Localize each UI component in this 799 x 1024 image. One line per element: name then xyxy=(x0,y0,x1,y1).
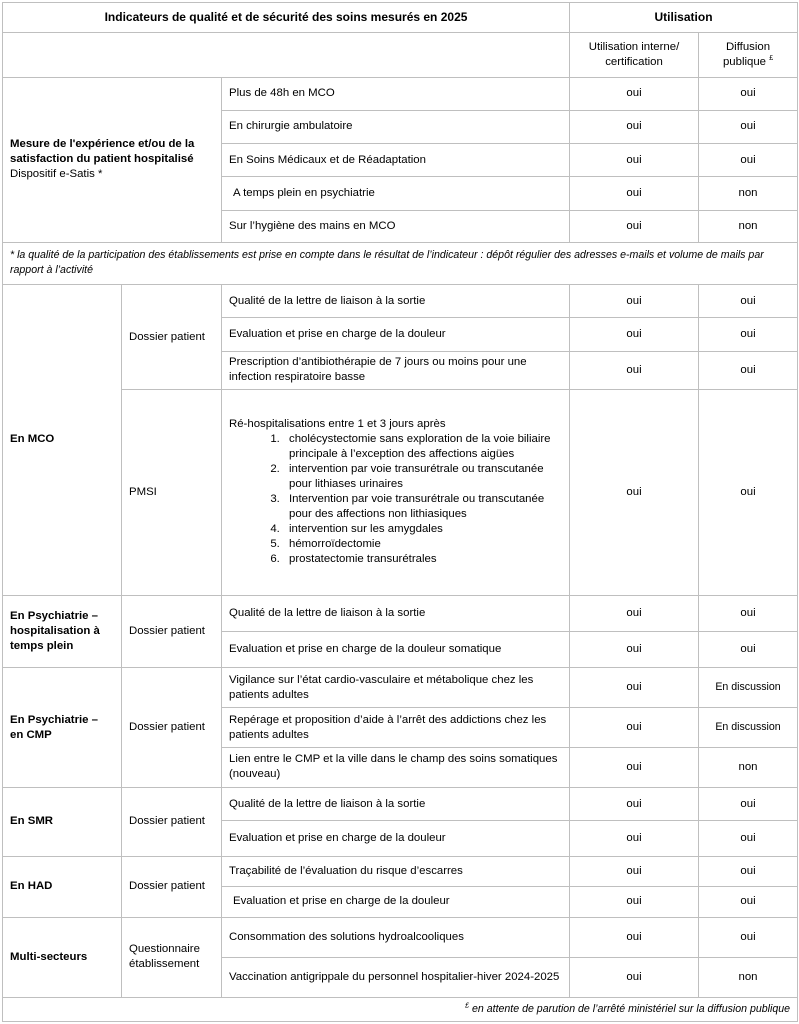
internal-use-cell: oui xyxy=(570,210,699,242)
pmsi-procedure-list xyxy=(229,432,562,567)
public-diffusion-cell: En discussion xyxy=(699,708,798,747)
indicator-cell: Evaluation et prise en charge de la douleur xyxy=(222,886,570,917)
source-pmsi: PMSI xyxy=(122,389,222,595)
indicator-cell: Evaluation et prise en charge de la douleur xyxy=(222,821,570,856)
quality-indicators-table xyxy=(2,2,798,1022)
list-item: 2. intervention par voie transurétrale ou transcutanée pour lithiases urinaires xyxy=(283,462,562,492)
table-title: Indicateurs de qualité et de sécurité des soins mesurés en 2025 xyxy=(3,3,570,33)
internal-use-cell: oui xyxy=(570,631,699,667)
internal-use-cell: oui xyxy=(570,285,699,318)
public-diffusion-cell: oui xyxy=(699,631,798,667)
internal-use-cell: oui xyxy=(570,886,699,917)
table-row xyxy=(3,668,798,708)
internal-use-cell: oui xyxy=(570,788,699,821)
sector-multi: Multi-secteurs xyxy=(3,918,122,998)
public-diffusion-cell: oui xyxy=(699,595,798,631)
source-dossier-patient: Dossier patient xyxy=(122,856,222,917)
indicator-cell: En chirurgie ambulatoire xyxy=(222,110,570,143)
indicator-cell: Prescription d’antibiothérapie de 7 jours ou moins pour une infection respiratoire basse xyxy=(222,351,570,389)
public-diffusion-cell: non xyxy=(699,747,798,787)
indicator-cell: Evaluation et prise en charge de la douleur xyxy=(222,318,570,351)
public-diffusion-cell: En discussion xyxy=(699,668,798,708)
public-diffusion-label: Diffusion publique xyxy=(722,40,771,68)
public-diffusion-cell: non xyxy=(699,958,798,997)
public-diffusion-header xyxy=(699,33,798,77)
internal-use-cell: oui xyxy=(570,958,699,997)
public-diffusion-cell: oui xyxy=(699,110,798,143)
usage-header: Utilisation xyxy=(570,3,798,33)
pmsi-indicator-cell xyxy=(222,389,570,595)
empty-header-cell xyxy=(3,33,570,77)
table-row xyxy=(3,595,798,631)
table-row xyxy=(3,389,798,595)
table-row xyxy=(3,788,798,821)
indicator-cell: Consommation des solutions hydroalcooliques xyxy=(222,918,570,958)
indicator-cell: Qualité de la lettre de liaison à la sortie xyxy=(222,285,570,318)
internal-use-cell: oui xyxy=(570,77,699,110)
indicator-cell: A temps plein en psychiatrie xyxy=(222,177,570,210)
indicator-cell: Repérage et proposition d’aide à l’arrêt des addictions chez les patients adultes xyxy=(222,708,570,747)
public-diffusion-cell: oui xyxy=(699,886,798,917)
indicator-cell: En Soins Médicaux et de Réadaptation xyxy=(222,144,570,177)
public-diffusion-cell: oui xyxy=(699,77,798,110)
indicator-cell: Vigilance sur l’état cardio-vasculaire et métabolique chez les patients adultes xyxy=(222,668,570,708)
indicator-cell: Qualité de la lettre de liaison à la sortie xyxy=(222,595,570,631)
indicator-cell: Qualité de la lettre de liaison à la sortie xyxy=(222,788,570,821)
esatis-note: * la qualité de la participation des établissements est prise en compte dans le résultat de l’indicateur : dépôt régulier des adresses e-mails et volume de mails par rapport à l’activité xyxy=(3,242,798,284)
public-diffusion-cell: oui xyxy=(699,389,798,595)
pound-footnote-mark: £ xyxy=(465,1002,470,1010)
internal-use-cell: oui xyxy=(570,144,699,177)
internal-use-cell: oui xyxy=(570,110,699,143)
indicator-cell: Sur l’hygiène des mains en MCO xyxy=(222,210,570,242)
indicator-cell: Vaccination antigrippale du personnel hospitalier-hiver 2024-2025 xyxy=(222,958,570,997)
indicator-cell: Plus de 48h en MCO xyxy=(222,77,570,110)
footnote-text: en attente de parution de l’arrêté ministériel sur la diffusion publique xyxy=(472,1002,791,1015)
internal-use-cell: oui xyxy=(570,318,699,351)
list-item: 1. cholécystectomie sans exploration de la voie biliaire principale à l’exception des affections aigües xyxy=(283,432,562,462)
table-row xyxy=(3,285,798,318)
sector-psychiatry-cmp: En Psychiatrie – en CMP xyxy=(3,668,122,788)
footnote-row xyxy=(3,997,798,1021)
internal-use-cell: oui xyxy=(570,177,699,210)
public-diffusion-cell: oui xyxy=(699,821,798,856)
indicator-cell: Traçabilité de l’évaluation du risque d’escarres xyxy=(222,856,570,886)
public-diffusion-cell: oui xyxy=(699,918,798,958)
table-row xyxy=(3,77,798,110)
source-questionnaire: Questionnaire établissement xyxy=(122,918,222,998)
internal-use-cell: oui xyxy=(570,668,699,708)
public-diffusion-cell: oui xyxy=(699,285,798,318)
table-row xyxy=(3,918,798,958)
source-dossier-patient: Dossier patient xyxy=(122,668,222,788)
indicator-cell: Lien entre le CMP et la ville dans le champ des soins somatiques (nouveau) xyxy=(222,747,570,787)
indicator-cell: Evaluation et prise en charge de la douleur somatique xyxy=(222,631,570,667)
internal-use-cell: oui xyxy=(570,856,699,886)
public-diffusion-cell: oui xyxy=(699,788,798,821)
list-item: 4. intervention sur les amygdales xyxy=(283,522,562,537)
esatis-note-row xyxy=(3,242,798,284)
public-diffusion-cell: oui xyxy=(699,144,798,177)
source-dossier-patient: Dossier patient xyxy=(122,595,222,668)
internal-use-cell: oui xyxy=(570,595,699,631)
column-header-row xyxy=(3,33,798,77)
internal-use-cell: oui xyxy=(570,821,699,856)
list-item: 3. Intervention par voie transurétrale ou transcutanée pour des affections non lithiasiques xyxy=(283,492,562,522)
esatis-subtitle: Dispositif e-Satis * xyxy=(10,168,103,181)
source-dossier-patient: Dossier patient xyxy=(122,788,222,857)
satisfaction-group-label xyxy=(3,77,222,242)
internal-use-cell: oui xyxy=(570,389,699,595)
internal-use-cell: oui xyxy=(570,918,699,958)
public-diffusion-cell: oui xyxy=(699,318,798,351)
internal-use-cell: oui xyxy=(570,351,699,389)
public-diffusion-cell: non xyxy=(699,177,798,210)
footnote xyxy=(3,997,798,1021)
internal-use-cell: oui xyxy=(570,708,699,747)
sector-mco: En MCO xyxy=(3,285,122,595)
internal-use-header: Utilisation interne/ certification xyxy=(570,33,699,77)
sector-had: En HAD xyxy=(3,856,122,917)
satisfaction-title: Mesure de l'expérience et/ou de la satisfaction du patient hospitalisé xyxy=(10,138,195,166)
list-item: 5. hémorroïdectomie xyxy=(283,537,562,552)
table-header-row xyxy=(3,3,798,33)
source-dossier-patient: Dossier patient xyxy=(122,285,222,390)
table-row xyxy=(3,856,798,886)
sector-psychiatry-full-time: En Psychiatrie – hospitalisation à temps plein xyxy=(3,595,122,668)
pmsi-intro: Ré-hospitalisations entre 1 et 3 jours après xyxy=(229,418,446,431)
pound-footnote-mark: £ xyxy=(769,55,774,63)
sector-smr: En SMR xyxy=(3,788,122,857)
public-diffusion-cell: oui xyxy=(699,351,798,389)
list-item: 6. prostatectomie transurétrales xyxy=(283,552,562,567)
public-diffusion-cell: oui xyxy=(699,856,798,886)
internal-use-cell: oui xyxy=(570,747,699,787)
public-diffusion-cell: non xyxy=(699,210,798,242)
